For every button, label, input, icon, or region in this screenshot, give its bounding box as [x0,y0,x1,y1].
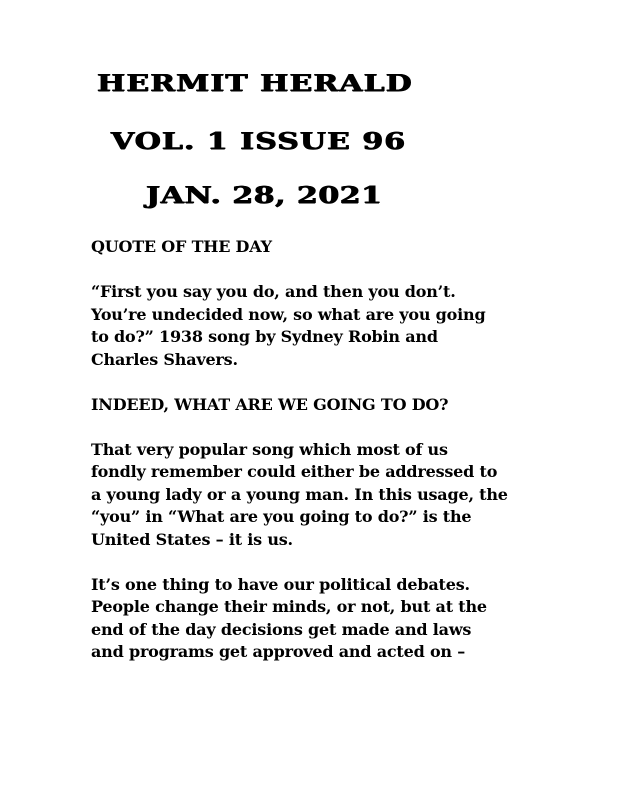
paragraph-line: fondly remember could either be addressed to [91,462,498,481]
quote-paragraph [91,281,591,371]
paragraph-line: It’s one thing to have our political debates. [91,574,470,594]
paragraph-line: end of the day decisions get made and laws [91,619,472,639]
quote-line: You’re undecided now, so what are you going [91,304,486,324]
body-paragraph-2 [91,574,591,664]
paragraph-line: People change their minds, or not, but at the [91,597,487,616]
quote-heading: QUOTE OF THE DAY [91,237,272,256]
paragraph-line: a young lady or a young man. In this usage, the [91,484,508,504]
issue-date: JAN. 28, 2021 [146,182,383,210]
paragraph-line: and programs get approved and acted on – [91,642,466,661]
article-body [91,236,591,686]
quote-line: “First you say you do, and then you don’t. [91,282,456,301]
paragraph-line: That very popular song which most of us [91,439,448,459]
quote-line: to do?” 1938 song by Sydney Robin and [91,327,438,346]
section-heading: INDEED, WHAT ARE WE GOING TO DO? [91,394,449,414]
newsletter-title: HERMIT HERALD [97,70,413,98]
body-paragraph-1 [91,439,591,552]
paragraph-line: United States – it is us. [91,529,293,549]
quote-line: Charles Shavers. [91,349,238,369]
paragraph-line: “you” in “What are you going to do?” is the [91,507,472,526]
volume-issue: VOL. 1 ISSUE 96 [111,128,407,156]
